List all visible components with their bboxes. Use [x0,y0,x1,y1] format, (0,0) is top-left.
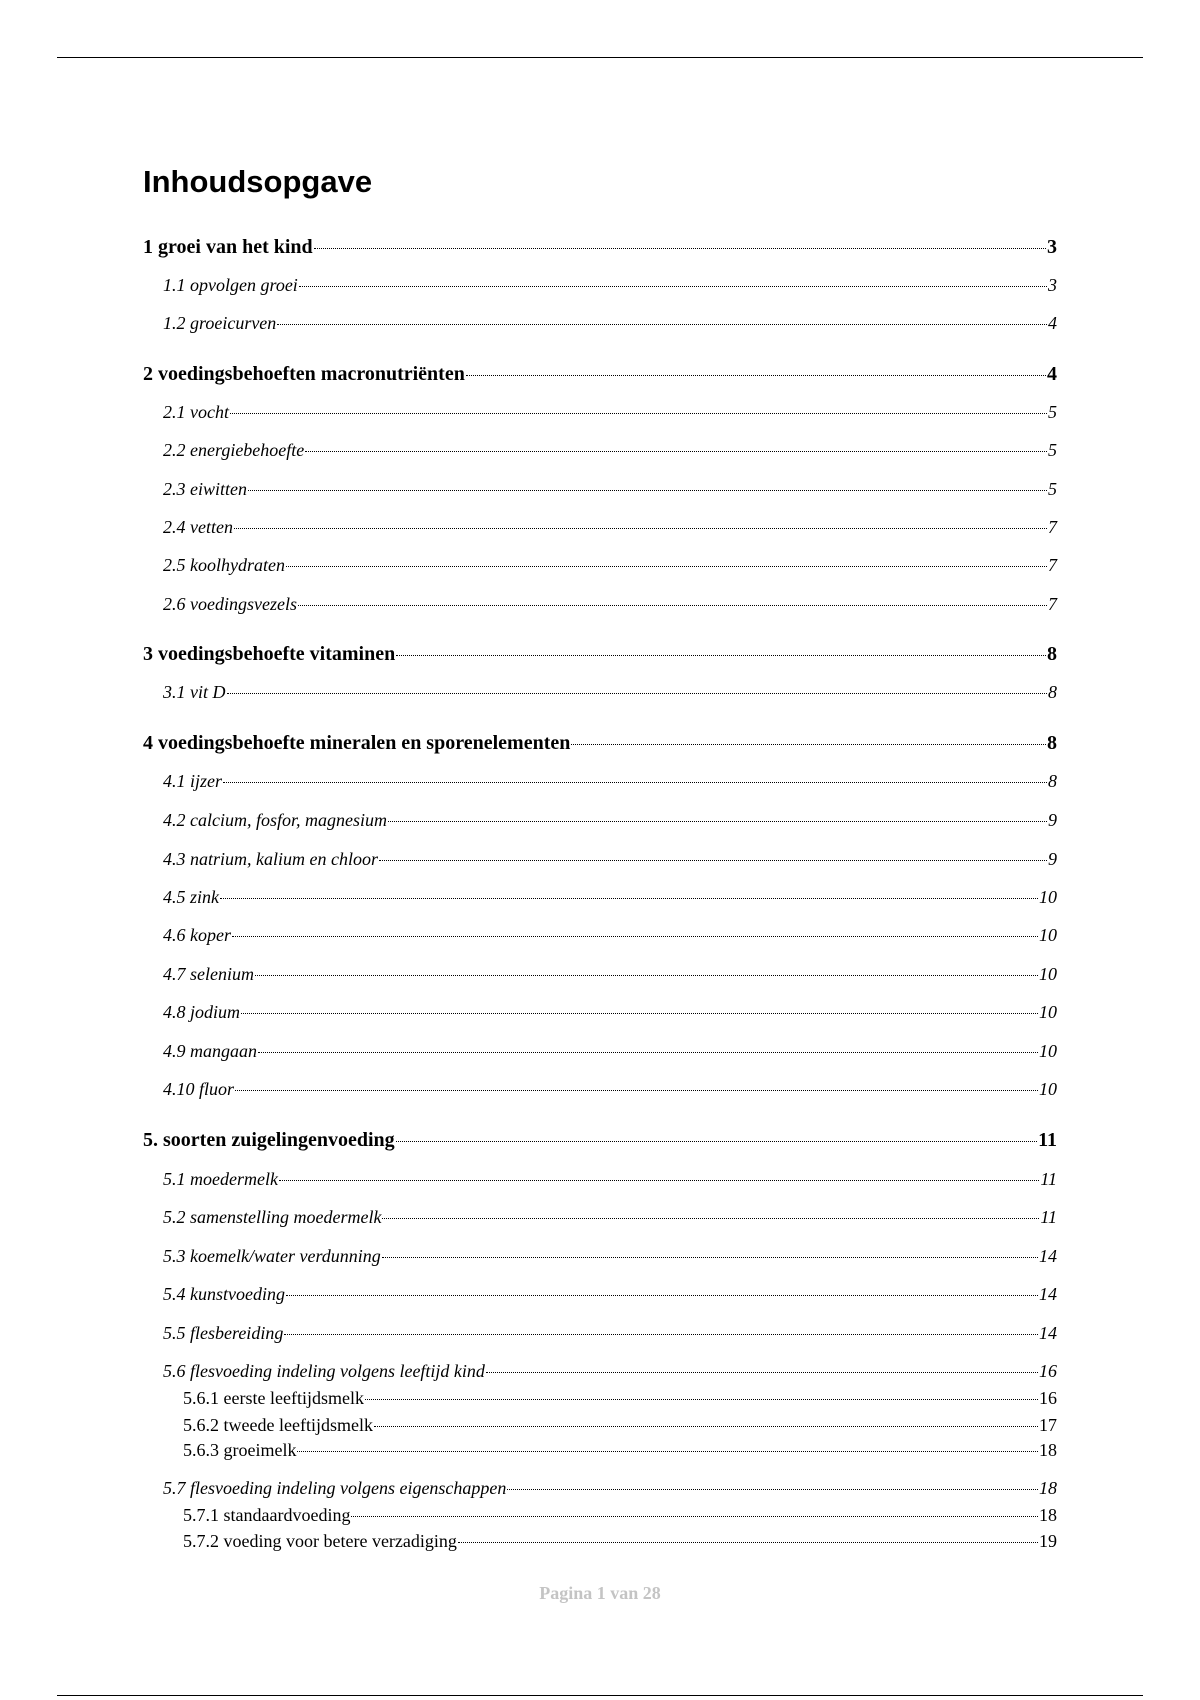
toc-entry-label: 4.6 koper [163,925,231,945]
toc-entry[interactable] [163,768,1057,794]
toc-entry[interactable] [143,234,1057,260]
toc-entry[interactable] [163,807,1057,833]
toc-entry[interactable] [163,999,1057,1025]
toc-entry[interactable] [163,1475,1057,1501]
toc-entry-label: 5.6 flesvoeding indeling volgens leeftijd kind [163,1361,485,1381]
toc-entry-page: 11 [1040,1207,1057,1227]
toc-leader [297,1451,1038,1452]
toc-entry[interactable] [163,1166,1057,1192]
toc-entry[interactable] [183,1528,1057,1554]
toc-entry-page: 11 [1040,1169,1057,1189]
page-title: Inhoudsopgave [143,164,373,199]
toc-entry-label: 2.5 koolhydraten [163,555,285,575]
toc-entry-label: 3 voedingsbehoefte vitaminen [143,643,396,665]
toc-entry[interactable] [163,476,1057,502]
toc-leader [284,1334,1038,1335]
toc-entry-label: 5.1 moedermelk [163,1169,278,1189]
toc-entry[interactable] [163,272,1057,298]
toc-entry-label: 4.8 jodium [163,1002,241,1022]
toc-entry[interactable] [163,1281,1057,1307]
page-footer: Pagina 1 van 28 [539,1583,661,1603]
toc-entry-label: 5.6.2 tweede leeftijdsmelk [183,1415,373,1435]
toc-entry-page: 10 [1039,1079,1057,1099]
toc-leader [305,451,1047,452]
toc-entry-label: 4.9 mangaan [163,1041,257,1061]
toc-leader [314,248,1046,249]
toc-leader [396,1141,1037,1142]
toc-leader [351,1516,1038,1517]
toc-entry-label: 2.3 eiwitten [163,479,247,499]
toc-leader [235,1090,1038,1091]
toc-leader [286,566,1047,567]
toc-entry[interactable] [183,1437,1057,1463]
toc-leader [286,1295,1038,1296]
toc-entry-page: 8 [1047,732,1057,754]
toc-leader [248,490,1047,491]
toc-entry-page: 18 [1039,1440,1057,1460]
toc-entry[interactable] [163,1358,1057,1384]
toc-entry-label: 4.10 fluor [163,1079,235,1099]
toc-entry[interactable] [183,1412,1057,1438]
toc-entry-label: 5.6.3 groeimelk [183,1440,297,1460]
toc-entry-label: 5.7 flesvoeding indeling volgens eigenschappen [163,1478,507,1498]
toc-entry-page: 7 [1048,517,1057,537]
toc-entry[interactable] [143,641,1057,667]
toc-leader [571,744,1046,745]
toc-leader [396,655,1046,656]
toc-entry-page: 4 [1047,363,1057,385]
toc-leader [234,528,1047,529]
toc-entry-page: 3 [1048,275,1057,295]
toc-entry[interactable] [163,884,1057,910]
toc-entry-label: 4.7 selenium [163,964,254,984]
toc-entry-label: 5.3 koemelk/water verdunning [163,1246,381,1266]
toc-entry-label: 5. soorten zuigelingenvoeding [143,1129,395,1151]
toc-entry-page: 10 [1039,887,1057,907]
toc-entry[interactable] [163,591,1057,617]
toc-entry-label: 5.5 flesbereiding [163,1323,284,1343]
toc-entry-page: 16 [1039,1361,1057,1381]
toc-entry-page: 9 [1048,810,1057,830]
toc-entry-label: 5.6.1 eerste leeftijdsmelk [183,1388,364,1408]
toc-entry[interactable] [163,514,1057,540]
toc-leader [220,898,1038,899]
toc-entry-label: 1 groei van het kind [143,236,313,258]
toc-entry-page: 14 [1039,1323,1057,1343]
toc-entry-page: 11 [1038,1129,1057,1151]
toc-leader [388,821,1047,822]
toc-entry[interactable] [163,922,1057,948]
toc-leader [227,693,1048,694]
toc-entry[interactable] [163,846,1057,872]
toc-entry-label: 2.4 vetten [163,517,233,537]
toc-entry[interactable] [163,679,1057,705]
toc-leader [232,936,1038,937]
toc-entry-label: 2.6 voedingsvezels [163,594,297,614]
toc-entry[interactable] [163,1076,1057,1102]
toc-entry[interactable] [163,1204,1057,1230]
toc-entry[interactable] [163,552,1057,578]
toc-leader [277,324,1047,325]
toc-entry-page: 18 [1039,1478,1057,1498]
toc-entry-page: 10 [1039,1002,1057,1022]
toc-entry-page: 4 [1048,313,1057,333]
toc-entry-label: 5.7.1 standaardvoeding [183,1505,351,1525]
toc-entry-page: 10 [1039,925,1057,945]
toc-leader [298,605,1047,606]
toc-entry-page: 3 [1047,236,1057,258]
toc-entry-label: 4.2 calcium, fosfor, magnesium [163,810,387,830]
toc-entry[interactable] [143,1127,1057,1153]
toc-entry-label: 4.1 ijzer [163,771,223,791]
toc-entry[interactable] [143,361,1057,387]
toc-leader [299,286,1047,287]
toc-entry[interactable] [183,1502,1057,1528]
toc-entry-page: 5 [1048,479,1057,499]
toc-entry-page: 17 [1039,1415,1057,1435]
toc-leader [382,1218,1039,1219]
toc-entry-label: 1.1 opvolgen groei [163,275,298,295]
toc-entry-page: 18 [1039,1505,1057,1525]
toc-entry-label: 5.4 kunstvoeding [163,1284,285,1304]
toc-leader [223,782,1047,783]
toc-leader [486,1372,1038,1373]
toc-leader [507,1489,1038,1490]
toc-entry-label: 3.1 vit D [163,682,226,702]
toc-leader [466,375,1046,376]
toc-entry-page: 10 [1039,1041,1057,1061]
toc-leader [374,1426,1038,1427]
toc-leader [258,1052,1038,1053]
toc-leader [379,860,1047,861]
toc-leader [458,1542,1038,1543]
toc-entry[interactable] [183,1385,1057,1411]
toc-entry-page: 10 [1039,964,1057,984]
toc-leader [365,1399,1038,1400]
toc-entry-label: 4.3 natrium, kalium en chloor [163,849,378,869]
toc-entry-label: 4 voedingsbehoefte mineralen en sporenelementen [143,732,571,754]
toc-entry[interactable] [163,437,1057,463]
toc-entry-page: 5 [1048,402,1057,422]
toc-entry[interactable] [163,1320,1057,1346]
toc-entry-label: 1.2 groeicurven [163,313,277,333]
footer-rule [57,1695,1143,1696]
toc-entry-page: 9 [1048,849,1057,869]
toc-entry-label: 2.2 energiebehoefte [163,440,305,460]
toc-entry-page: 8 [1047,643,1057,665]
toc-leader [255,975,1038,976]
toc-entry-page: 8 [1048,682,1057,702]
toc-entry[interactable] [143,730,1057,756]
toc-entry-label: 4.5 zink [163,887,219,907]
toc-entry-page: 7 [1048,555,1057,575]
toc-leader [382,1257,1038,1258]
toc-entry-page: 8 [1048,771,1057,791]
toc-entry-page: 19 [1039,1531,1057,1551]
toc-entry-label: 5.2 samenstelling moedermelk [163,1207,382,1227]
toc-entry-label: 2 voedingsbehoeften macronutriënten [143,363,465,385]
toc-entry-page: 5 [1048,440,1057,460]
toc-entry[interactable] [163,399,1057,425]
toc-entry[interactable] [163,1243,1057,1269]
toc-entry-page: 14 [1039,1284,1057,1304]
toc-entry[interactable] [163,1038,1057,1064]
toc-entry-page: 7 [1048,594,1057,614]
toc-leader [230,413,1047,414]
toc-entry-label: 2.1 vocht [163,402,229,422]
toc-entry[interactable] [163,961,1057,987]
toc-leader [279,1180,1039,1181]
toc-entry-label: 5.7.2 voeding voor betere verzadiging [183,1531,457,1551]
toc-leader [241,1013,1038,1014]
toc-entry-page: 16 [1039,1388,1057,1408]
toc-entry-page: 14 [1039,1246,1057,1266]
toc-entry[interactable] [163,310,1057,336]
